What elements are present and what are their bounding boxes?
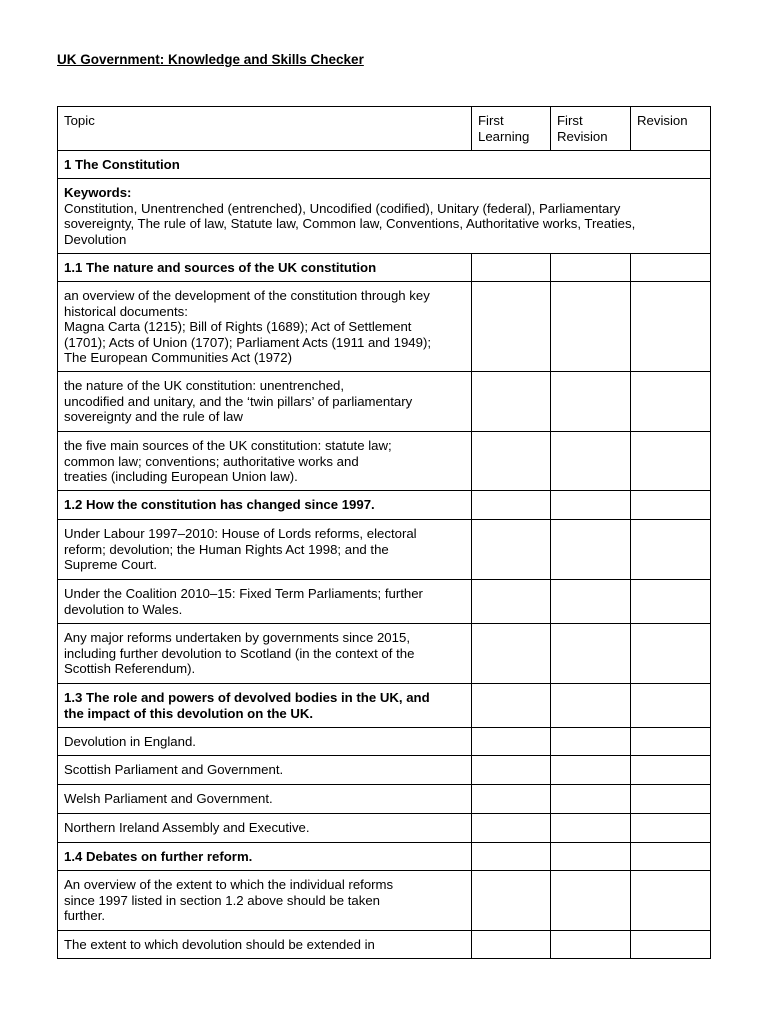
topic-text: reform; devolution; the Human Rights Act 1998; and the bbox=[64, 541, 389, 557]
first-learning-check-cell[interactable] bbox=[472, 785, 551, 814]
table-row bbox=[58, 756, 711, 785]
subsection-row bbox=[58, 491, 711, 520]
table-row bbox=[58, 282, 711, 372]
first-revision-check-cell[interactable] bbox=[551, 785, 631, 814]
header-first-revision bbox=[551, 107, 631, 151]
first-revision-check-cell[interactable] bbox=[551, 814, 631, 843]
header-text: Revision bbox=[637, 113, 688, 128]
revision-check-cell[interactable] bbox=[631, 756, 711, 785]
topic-text: Devolution in England. bbox=[64, 734, 196, 749]
topic-text: Scottish Referendum). bbox=[64, 661, 196, 676]
first-revision-check-cell[interactable] bbox=[551, 931, 631, 959]
item-cell bbox=[58, 785, 472, 814]
revision-check-cell[interactable] bbox=[631, 785, 711, 814]
topic-text: sovereignty, The rule of law, Statute law, Common law, Conventions, Authoritative works, Treaties, bbox=[64, 216, 636, 231]
topic-text: 1.3 The role and powers of devolved bodies in the UK, and bbox=[64, 690, 430, 705]
topic-text: The European Communities Act (1972) bbox=[64, 350, 292, 365]
revision-check-cell[interactable] bbox=[631, 254, 711, 282]
first-revision-check-cell[interactable] bbox=[551, 372, 631, 432]
subsection-cell bbox=[58, 843, 472, 871]
topic-text: The extent to which devolution should be extended in bbox=[64, 937, 375, 952]
first-learning-check-cell[interactable] bbox=[472, 580, 551, 624]
topic-text: Any major reforms undertaken by governments since 2015, bbox=[64, 630, 410, 645]
first-revision-check-cell[interactable] bbox=[551, 254, 631, 282]
revision-check-cell[interactable] bbox=[631, 372, 711, 432]
first-learning-check-cell[interactable] bbox=[472, 871, 551, 931]
first-learning-check-cell[interactable] bbox=[472, 282, 551, 372]
subsection-row bbox=[58, 684, 711, 728]
revision-check-cell[interactable] bbox=[631, 931, 711, 959]
header-row bbox=[58, 107, 711, 151]
topic-text: historical documents: bbox=[64, 303, 188, 319]
topic-text: Supreme Court. bbox=[64, 557, 158, 572]
first-revision-check-cell[interactable] bbox=[551, 728, 631, 756]
first-revision-check-cell[interactable] bbox=[551, 871, 631, 931]
header-text: First bbox=[478, 113, 504, 128]
table-row bbox=[58, 931, 711, 959]
revision-check-cell[interactable] bbox=[631, 580, 711, 624]
table-row bbox=[58, 520, 711, 580]
table-row bbox=[58, 728, 711, 756]
topic-text: 1 The Constitution bbox=[64, 157, 180, 172]
header-text: Revision bbox=[557, 128, 608, 144]
checker-table bbox=[57, 106, 711, 959]
topic-text: Under Labour 1997–2010: House of Lords reforms, electoral bbox=[64, 526, 417, 541]
first-learning-check-cell[interactable] bbox=[472, 931, 551, 959]
table-row bbox=[58, 432, 711, 491]
first-revision-check-cell[interactable] bbox=[551, 624, 631, 684]
item-cell bbox=[58, 728, 472, 756]
first-learning-check-cell[interactable] bbox=[472, 520, 551, 580]
table-row bbox=[58, 785, 711, 814]
first-learning-check-cell[interactable] bbox=[472, 756, 551, 785]
section-row bbox=[58, 151, 711, 179]
subsection-row bbox=[58, 843, 711, 871]
keywords-cell bbox=[58, 179, 711, 254]
topic-text: since 1997 listed in section 1.2 above should be taken bbox=[64, 892, 380, 908]
revision-check-cell[interactable] bbox=[631, 624, 711, 684]
first-learning-check-cell[interactable] bbox=[472, 728, 551, 756]
revision-check-cell[interactable] bbox=[631, 871, 711, 931]
subsection-cell bbox=[58, 684, 472, 728]
topic-text: Constitution, Unentrenched (entrenched), Uncodified (codified), Unitary (federal), Parliamentary bbox=[64, 200, 621, 216]
first-learning-check-cell[interactable] bbox=[472, 254, 551, 282]
table-row bbox=[58, 814, 711, 843]
topic-text: further. bbox=[64, 908, 106, 923]
item-cell bbox=[58, 756, 472, 785]
table-row bbox=[58, 580, 711, 624]
first-learning-check-cell[interactable] bbox=[472, 684, 551, 728]
keywords-row bbox=[58, 179, 711, 254]
first-revision-check-cell[interactable] bbox=[551, 432, 631, 491]
item-cell bbox=[58, 624, 472, 684]
topic-text: sovereignty and the rule of law bbox=[64, 409, 243, 424]
first-revision-check-cell[interactable] bbox=[551, 491, 631, 520]
item-cell bbox=[58, 282, 472, 372]
revision-check-cell[interactable] bbox=[631, 684, 711, 728]
topic-text: Northern Ireland Assembly and Executive. bbox=[64, 820, 310, 835]
page-title: UK Government: Knowledge and Skills Checker bbox=[57, 52, 364, 67]
topic-text: Under the Coalition 2010–15: Fixed Term Parliaments; further bbox=[64, 586, 423, 601]
table-row bbox=[58, 372, 711, 432]
topic-text: the five main sources of the UK constitution: statute law; bbox=[64, 438, 392, 453]
first-revision-check-cell[interactable] bbox=[551, 843, 631, 871]
section-cell bbox=[58, 151, 711, 179]
table-row bbox=[58, 624, 711, 684]
item-cell bbox=[58, 814, 472, 843]
revision-check-cell[interactable] bbox=[631, 843, 711, 871]
revision-check-cell[interactable] bbox=[631, 520, 711, 580]
revision-check-cell[interactable] bbox=[631, 432, 711, 491]
header-text: First bbox=[557, 113, 583, 128]
first-revision-check-cell[interactable] bbox=[551, 282, 631, 372]
first-learning-check-cell[interactable] bbox=[472, 372, 551, 432]
topic-text: Welsh Parliament and Government. bbox=[64, 791, 273, 806]
first-learning-check-cell[interactable] bbox=[472, 491, 551, 520]
header-topic bbox=[58, 107, 472, 151]
topic-text: common law; conventions; authoritative works and bbox=[64, 453, 359, 469]
revision-check-cell[interactable] bbox=[631, 728, 711, 756]
first-learning-check-cell[interactable] bbox=[472, 843, 551, 871]
first-revision-check-cell[interactable] bbox=[551, 580, 631, 624]
topic-text: 1.4 Debates on further reform. bbox=[64, 849, 253, 864]
topic-text: An overview of the extent to which the individual reforms bbox=[64, 877, 394, 892]
header-text: Learning bbox=[478, 128, 530, 144]
revision-check-cell[interactable] bbox=[631, 814, 711, 843]
item-cell bbox=[58, 580, 472, 624]
first-learning-check-cell[interactable] bbox=[472, 814, 551, 843]
item-cell bbox=[58, 432, 472, 491]
item-cell bbox=[58, 871, 472, 931]
topic-text: uncodified and unitary, and the ‘twin pillars’ of parliamentary bbox=[64, 393, 413, 409]
header-text: Topic bbox=[64, 113, 95, 128]
revision-check-cell[interactable] bbox=[631, 491, 711, 520]
revision-check-cell[interactable] bbox=[631, 282, 711, 372]
topic-text: Magna Carta (1215); Bill of Rights (1689); Act of Settlement bbox=[64, 319, 412, 334]
first-revision-check-cell[interactable] bbox=[551, 756, 631, 785]
item-cell bbox=[58, 520, 472, 580]
subsection-cell bbox=[58, 491, 472, 520]
keywords-label: Keywords: bbox=[64, 185, 132, 200]
header-revision bbox=[631, 107, 711, 151]
topic-text: 1.2 How the constitution has changed since 1997. bbox=[64, 497, 375, 512]
topic-text: devolution to Wales. bbox=[64, 601, 183, 617]
topic-text: Devolution bbox=[64, 231, 127, 247]
topic-text: Scottish Parliament and Government. bbox=[64, 762, 284, 777]
first-learning-check-cell[interactable] bbox=[472, 432, 551, 491]
subsection-row bbox=[58, 254, 711, 282]
item-cell bbox=[58, 931, 472, 959]
table-body bbox=[58, 151, 711, 959]
topic-text: the nature of the UK constitution: unentrenched, bbox=[64, 378, 345, 393]
topic-text: 1.1 The nature and sources of the UK constitution bbox=[64, 260, 377, 275]
topic-text: treaties (including European Union law). bbox=[64, 469, 298, 484]
first-revision-check-cell[interactable] bbox=[551, 520, 631, 580]
first-revision-check-cell[interactable] bbox=[551, 684, 631, 728]
header-first-learning bbox=[472, 107, 551, 151]
table-row bbox=[58, 871, 711, 931]
topic-text: including further devolution to Scotland (in the context of the bbox=[64, 645, 415, 661]
first-learning-check-cell[interactable] bbox=[472, 624, 551, 684]
item-cell bbox=[58, 372, 472, 432]
topic-text: the impact of this devolution on the UK. bbox=[64, 705, 314, 721]
topic-text: (1701); Acts of Union (1707); Parliament Acts (1911 and 1949); bbox=[64, 334, 432, 350]
topic-text: an overview of the development of the constitution through key bbox=[64, 288, 430, 303]
subsection-cell bbox=[58, 254, 472, 282]
